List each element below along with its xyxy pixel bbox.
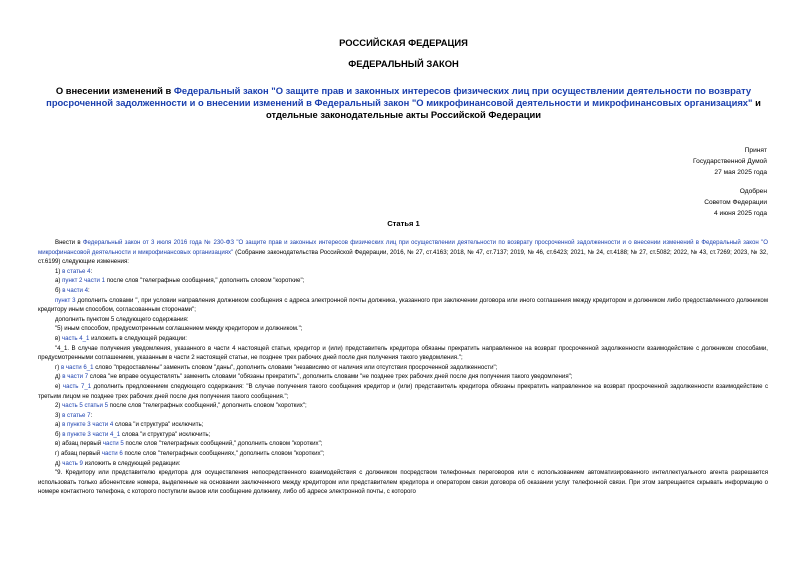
approved-date: 4 июня 2025 года — [714, 210, 767, 217]
paragraph: а) пункт 2 части 1 после слов "телеграфные сообщения," дополнить словом "короткие"; — [55, 277, 305, 285]
law-link[interactable]: часть 4_1 — [61, 334, 90, 342]
approved-block — [567, 186, 767, 219]
law-link[interactable]: части 5 — [102, 440, 124, 448]
approved-by: Советом Федерации — [704, 199, 767, 206]
article-heading: Статья 1 — [387, 219, 420, 228]
law-link[interactable]: части 6 — [101, 450, 123, 458]
paragraph: д) в части 7 слова "не вправе осуществлять" заменить словами "обязаны прекратить", дополнить словами "не позднее трех рабочих дней после дня получения такого уведомления"; — [55, 373, 573, 381]
paragraph: в) часть 4_1 изложить в следующей редакции: — [55, 334, 187, 342]
law-link[interactable]: в пункте 3 части 4 — [62, 421, 114, 429]
document-type-heading: ФЕДЕРАЛЬНЫЙ ЗАКОН — [348, 58, 459, 69]
law-link[interactable]: пункт 2 части 1 — [62, 277, 106, 285]
accepted-by: Государственной Думой — [693, 158, 767, 165]
law-link[interactable]: пункт 3 — [55, 296, 76, 304]
paragraph: 2) часть 5 статьи 5 после слов "телеграфных сообщений," дополнить словом "коротких"; — [55, 402, 307, 410]
law-title — [34, 85, 773, 121]
paragraph: "9. Кредитору или представителю кредитора для осуществления непосредственного взаимодействия с должником посредством телефонных переговоров или с использованием автоматизированного интеллектуального агента разрешается использовать только абонентские номера, выделенные на основании заключенного между кредитором или представителем кредитора и оператором связи договора об оказании услуг телефонной связи. При этом запрещается скрывать информацию о номере контактного телефона, с которого поступили вызов или сообщение должнику, либо об адресе электронной почты, с которого — [38, 469, 768, 496]
title-text-end: и отдельные законодательные акты Российской Федерации — [266, 97, 761, 120]
accepted-label: Принят — [744, 147, 767, 154]
paragraph: в) абзац первый части 5 после слов "телеграфных сообщений," дополнить словом "коротких"; — [55, 440, 323, 448]
paragraph: б) в пункте 3 части 4_1 слова "и структура" исключить; — [55, 430, 211, 438]
article-body — [38, 238, 768, 497]
paragraph: е) часть 7_1 дополнить предложением следующего содержания: "В случае получения такого сообщения кредитор и (или) представитель кредитора обязаны прекратить направленное на возврат просроченной задолженности взаимодействие с третьим лицом не позднее трех рабочих дней после дня получения такого сообщения."; — [38, 382, 768, 400]
law-link[interactable]: в статье 7 — [62, 411, 91, 419]
title-law-link[interactable]: Федеральный закон "О защите прав и законных интересов физических лиц при осуществлении деятельности по возврату просроченной задолженности и о внесении изменений в Федеральный закон "О микрофинансовой деятельности и микрофинансовых организациях" — [46, 85, 753, 108]
paragraph: "5) иным способом, предусмотренным соглашением между кредитором и должником."; — [55, 325, 303, 333]
law-link[interactable]: в части 6_1 — [60, 363, 94, 371]
law-link[interactable]: часть 9 — [62, 459, 83, 467]
title-text-start: О внесении изменений в — [55, 85, 174, 96]
paragraph: б) в части 4: — [55, 286, 90, 294]
accepted-block — [567, 145, 767, 178]
law-link[interactable]: часть 5 статьи 5 — [62, 402, 108, 410]
paragraph: 3) в статье 7: — [55, 411, 93, 419]
paragraph: а) в пункте 3 части 4 слова "и структура" исключить; — [55, 421, 204, 429]
paragraph: г) абзац первый части 6 после слов "телеграфных сообщениях," дополнить словом "коротких"; — [55, 450, 325, 458]
law-link[interactable]: часть 7_1 — [62, 382, 92, 390]
paragraph: "4_1. В случае получения уведомления, указанного в части 4 настоящей статьи, кредитор и (или) представитель кредитора обязаны прекратить направленное на возврат просроченной задолженности взаимодействие с должником способами, предусмотренными соглашением, указанным в части 2 настоящей статьи, не позднее трех рабочих дней после дня получения такого уведомления."; — [38, 344, 768, 362]
paragraph: пункт 3 дополнить словами ", при условии направления должником сообщения с адреса электронной почты должника, указанного при заключении договора или иного соглашения между кредитором и должником либо предоставленного должником кредитору иным способом, согласованным сторонами"; — [38, 296, 769, 314]
country-heading: РОССИЙСКАЯ ФЕДЕРАЦИЯ — [339, 37, 468, 48]
law-link[interactable]: в статье 4 — [62, 267, 91, 275]
approved-label: Одобрен — [739, 188, 767, 195]
accepted-date: 27 мая 2025 года — [714, 169, 767, 176]
law-link[interactable]: в части 4 — [62, 286, 89, 294]
law-link[interactable]: Федеральный закон от 3 июля 2016 года № 230-ФЗ "О защите прав и законных интересов физических лиц при осуществлении деятельности по возврату просроченной задолженности и о внесении изменений в Федеральный закон "О микрофинансовой деятельности и микрофинансовых организациях" — [38, 239, 768, 256]
paragraph: д) часть 9 изложить в следующей редакции: — [55, 459, 181, 467]
paragraph: 1) в статье 4: — [55, 267, 93, 275]
law-link[interactable]: в части 7 — [62, 373, 89, 381]
paragraph: Внести в Федеральный закон от 3 июля 2016 года № 230-ФЗ "О защите прав и законных интересов физических лиц при осуществлении деятельности по возврату просроченной задолженности и о внесении изменений в Федеральный закон "О микрофинансовой деятельности и микрофинансовых организациях" (Собрание законодательства Российской Федерации, 2016, № 27, ст.4163; 2018, № 47, ст.7137; 2019, № 46, ст.6423; 2021, № 24, ст.4188; № 27, ст.5082; 2022, № 43, ст.7269; 2023, № 32, ст.6199) следующие изменения: — [38, 239, 768, 266]
paragraph: г) в части 6_1 слово "предоставлены" заменить словом "даны", дополнить словами "независимо от наличия или отсутствия просроченной задолженности"; — [55, 363, 498, 371]
paragraph: дополнить пунктом 5 следующего содержания: — [55, 315, 189, 323]
law-link[interactable]: в пункте 3 части 4_1 — [62, 430, 121, 438]
